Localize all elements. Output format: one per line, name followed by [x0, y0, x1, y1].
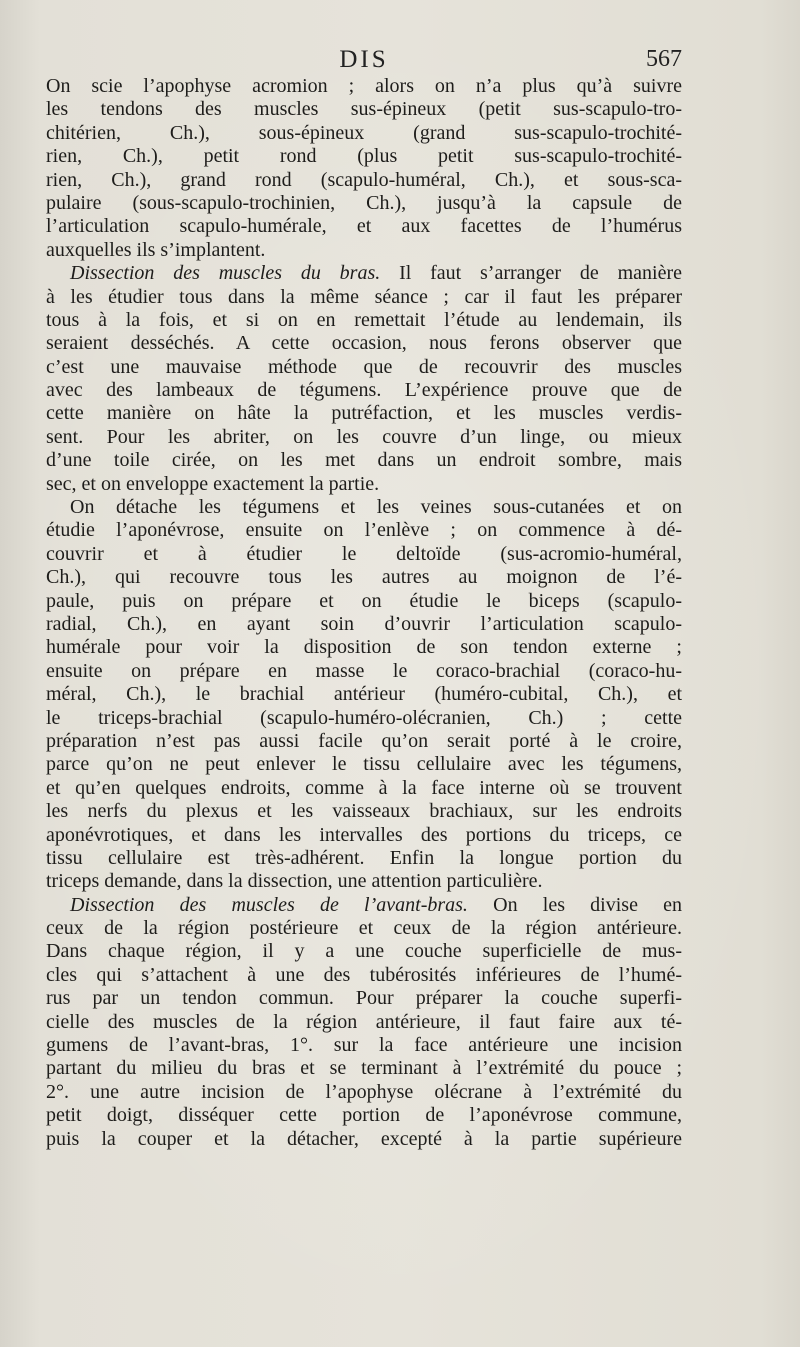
line-text: Dans chaque région, il y a une couche superficielle de mus- — [46, 940, 682, 963]
text-line — [46, 543, 682, 566]
text-line — [46, 824, 682, 847]
text-line — [46, 379, 682, 402]
text-line — [46, 75, 682, 98]
line-text: Il faut s’arranger de manière — [380, 262, 683, 285]
text-line — [46, 730, 682, 753]
text-line — [46, 309, 682, 332]
line-text: puis la couper et la détacher, excepté à la partie supérieure — [46, 1127, 682, 1150]
line-text: rus par un tendon commun. Pour préparer la couche superfi- — [46, 987, 682, 1010]
line-text: aponévrotiques, et dans les intervalles des portions du triceps, ce — [46, 823, 682, 846]
line-text: rien, Ch.), petit rond (plus petit sus-scapulo-trochité- — [46, 145, 682, 168]
text-line — [46, 894, 682, 917]
line-text: auxquelles ils s’implantent. — [46, 238, 266, 261]
text-line — [46, 753, 682, 776]
text-line — [46, 847, 682, 870]
line-text: d’une toile cirée, on les met dans un endroit sombre, mais — [46, 449, 682, 472]
line-text: cette manière on hâte la putréfaction, et les muscles verdis- — [46, 402, 682, 425]
line-text: ensuite on prépare en masse le coraco-brachial (coraco-hu- — [46, 659, 682, 682]
text-line — [46, 192, 682, 215]
text-line — [46, 98, 682, 121]
text-line — [46, 964, 682, 987]
text-line — [46, 1104, 682, 1127]
text-line — [46, 239, 682, 262]
line-text: tous à la fois, et si on en remettait l’étude au lendemain, ils — [46, 308, 682, 331]
line-text: le triceps-brachial (scapulo-huméro-olécranien, Ch.) ; cette — [46, 706, 682, 729]
line-text: et qu’en quelques endroits, comme à la face interne où se trouvent — [46, 776, 682, 799]
text-line — [46, 590, 682, 613]
page-number: 567 — [646, 46, 682, 72]
line-text: radial, Ch.), en ayant soin d’ouvrir l’articulation scapulo- — [46, 612, 682, 635]
text-line — [46, 683, 682, 706]
line-text: partant du milieu du bras et se terminant à l’extrémité du pouce ; — [46, 1057, 682, 1080]
line-text: petit doigt, disséquer cette portion de l’aponévrose commune, — [46, 1104, 682, 1127]
line-text: rien, Ch.), grand rond (scapulo-huméral, Ch.), et sous-sca- — [46, 168, 682, 191]
line-text: préparation n’est pas aussi facile qu’on serait porté à le croire, — [46, 729, 682, 752]
line-text: triceps demande, dans la dissection, une attention particulière. — [46, 870, 543, 893]
running-head — [46, 42, 682, 76]
line-text: couvrir et à étudier le deltoïde (sus-acromio-huméral, — [46, 542, 682, 565]
text-line — [46, 426, 682, 449]
text-line — [46, 870, 682, 893]
line-text: chitérien, Ch.), sous-épineux (grand sus-scapulo-trochité- — [46, 121, 682, 144]
text-line — [46, 800, 682, 823]
line-text: gumens de l’avant-bras, 1°. sur la face antérieure une incision — [46, 1034, 682, 1057]
line-text: tissu cellulaire est très-adhérent. Enfin la longue portion du — [46, 846, 682, 869]
text-line — [46, 215, 682, 238]
section-heading: Dissection des muscles du bras. — [70, 262, 381, 285]
section-heading: Dissection des muscles de l’avant-bras. — [70, 893, 468, 916]
line-text: cielle des muscles de la région antérieure, il faut faire aux té- — [46, 1010, 682, 1033]
text-line — [46, 636, 682, 659]
line-text: l’articulation scapulo-humérale, et aux facettes de l’humérus — [46, 215, 682, 238]
text-line — [46, 940, 682, 963]
line-text: sent. Pour les abriter, on les couvre d’un linge, ou mieux — [46, 425, 682, 448]
line-text: les tendons des muscles sus-épineux (petit sus-scapulo-tro- — [46, 98, 682, 121]
text-line — [46, 332, 682, 355]
text-line — [46, 1128, 682, 1151]
text-line — [46, 987, 682, 1010]
line-text: On scie l’apophyse acromion ; alors on n’a plus qu’à suivre — [46, 75, 682, 97]
text-line — [46, 917, 682, 940]
text-line — [46, 356, 682, 379]
line-text: On détache les tégumens et les veines sous-cutanées et on — [70, 496, 682, 519]
text-line — [46, 707, 682, 730]
line-text: avec des lambeaux de tégumens. L’expérience prouve que de — [46, 379, 682, 402]
line-text: pulaire (sous-scapulo-trochinien, Ch.), jusqu’à la capsule de — [46, 191, 682, 214]
text-line — [46, 519, 682, 542]
text-line — [46, 777, 682, 800]
line-text: c’est une mauvaise méthode que de recouvrir des muscles — [46, 355, 682, 378]
text-line — [46, 1057, 682, 1080]
text-line — [46, 169, 682, 192]
running-title: DIS — [339, 46, 389, 73]
line-text: à les étudier tous dans la même séance ; car il faut les préparer — [46, 285, 682, 308]
line-text: Ch.), qui recouvre tous les autres au moignon de l’é- — [46, 566, 682, 589]
text-line — [46, 449, 682, 472]
line-text: sec, et on enveloppe exactement la partie. — [46, 472, 380, 495]
line-text: paule, puis on prépare et on étudie le biceps (scapulo- — [46, 589, 682, 612]
line-text: étudie l’aponévrose, ensuite on l’enlève ; on commence à dé- — [46, 519, 682, 542]
line-text: humérale pour voir la disposition de son tendon externe ; — [46, 636, 682, 659]
text-line — [46, 1011, 682, 1034]
text-line — [46, 122, 682, 145]
text-line — [46, 496, 682, 519]
text-line — [46, 566, 682, 589]
line-text: On les divise en — [467, 893, 683, 916]
line-text: seraient desséchés. A cette occasion, nous ferons observer que — [46, 332, 682, 355]
text-line — [46, 1081, 682, 1104]
line-text: méral, Ch.), le brachial antérieur (huméro-cubital, Ch.), et — [46, 683, 682, 706]
body-text — [46, 75, 682, 1151]
text-line — [46, 1034, 682, 1057]
text-line — [46, 402, 682, 425]
text-line — [46, 473, 682, 496]
text-line — [46, 286, 682, 309]
line-text: les nerfs du plexus et les vaisseaux brachiaux, sur les endroits — [46, 800, 682, 823]
line-text: ceux de la région postérieure et ceux de la région antérieure. — [46, 917, 682, 940]
line-text: parce qu’on ne peut enlever le tissu cellulaire avec les tégumens, — [46, 753, 682, 776]
line-text: 2°. une autre incision de l’apophyse olécrane à l’extrémité du — [46, 1080, 682, 1103]
text-line — [46, 145, 682, 168]
line-text: cles qui s’attachent à une des tubérosités inférieures de l’humé- — [46, 963, 682, 986]
text-line — [46, 613, 682, 636]
text-line — [46, 660, 682, 683]
text-line — [46, 262, 682, 285]
